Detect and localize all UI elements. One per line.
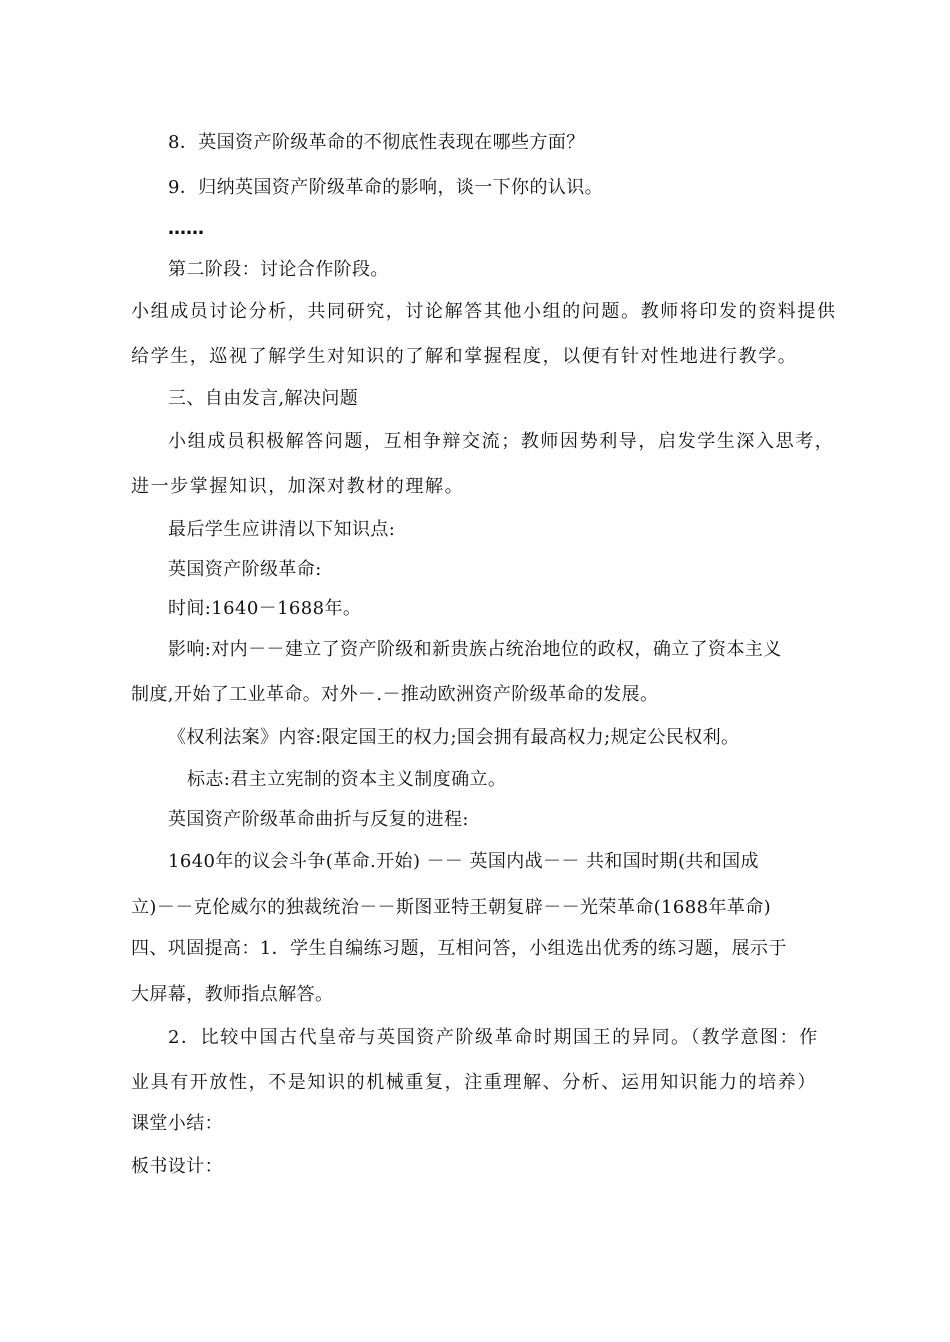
- paragraph-discussion-line-1: 小组成员讨论分析，共同研究，讨论解答其他小组的问题。教师将印发的资料提供: [131, 301, 837, 322]
- revolution-process-heading: 英国资产阶级革命曲折与反复的进程:: [168, 809, 469, 830]
- bill-of-rights: 《权利法案》内容:限定国王的权力;国会拥有最高权力;规定公民权利。: [168, 727, 740, 748]
- paragraph-answer-line-1: 小组成员积极解答问题，互相争辩交流；教师因势利导，启发学生深入思考，: [168, 431, 835, 452]
- revolution-process-line-1: 1640年的议会斗争(革命.开始) －－ 英国内战－－ 共和国时期(共和国成: [168, 851, 759, 872]
- question-9: 9．归纳英国资产阶级革命的影响，谈一下你的认识。: [168, 177, 604, 198]
- section-four-line-1: 四、巩固提高：1．学生自编练习题，互相问答，小组选出优秀的练习题，展示于: [131, 938, 787, 959]
- revolution-impact-line-2: 制度,开始了工业革命。对外－.－推动欧洲资产阶级革命的发展。: [131, 684, 659, 705]
- exercise-two-line-1: 2．比较中国古代皇帝与英国资产阶级革命时期国王的异同。（教学意图：作: [168, 1027, 819, 1048]
- section-four-line-2: 大屏幕，教师指点解答。: [131, 984, 334, 1005]
- section-three-heading: 三、自由发言,解决问题: [168, 388, 359, 409]
- question-8: 8．英国资产阶级革命的不彻底性表现在哪些方面？: [168, 132, 585, 153]
- paragraph-answer-line-2: 进一步掌握知识，加深对教材的理解。: [131, 476, 465, 497]
- revolution-time: 时间:1640－1688年。: [168, 598, 362, 619]
- ellipsis: ……: [168, 218, 204, 239]
- paragraph-discussion-line-2: 给学生，巡视了解学生对知识的了解和掌握程度，以便有针对性地进行教学。: [131, 346, 798, 367]
- class-summary-label: 课堂小结：: [131, 1113, 223, 1134]
- exercise-two-line-2: 业具有开放性，不是知识的机械重复，注重理解、分析、运用知识能力的培养）: [131, 1072, 817, 1093]
- revolution-impact-line-1: 影响:对内－－建立了资产阶级和新贵族占统治地位的政权，确立了资本主义: [168, 639, 782, 660]
- stage-two-heading: 第二阶段：讨论合作阶段。: [168, 259, 389, 280]
- knowledge-points-intro: 最后学生应讲清以下知识点:: [168, 519, 396, 540]
- board-design-label: 板书设计：: [131, 1156, 223, 1177]
- revolution-heading: 英国资产阶级革命:: [168, 559, 322, 580]
- revolution-process-line-2: 立)－－克伦威尔的独裁统治－－斯图亚特王朝复辟－－光荣革命(1688年革命): [131, 897, 772, 918]
- constitutional-monarchy-marker: 标志:君主立宪制的资本主义制度确立。: [187, 769, 507, 790]
